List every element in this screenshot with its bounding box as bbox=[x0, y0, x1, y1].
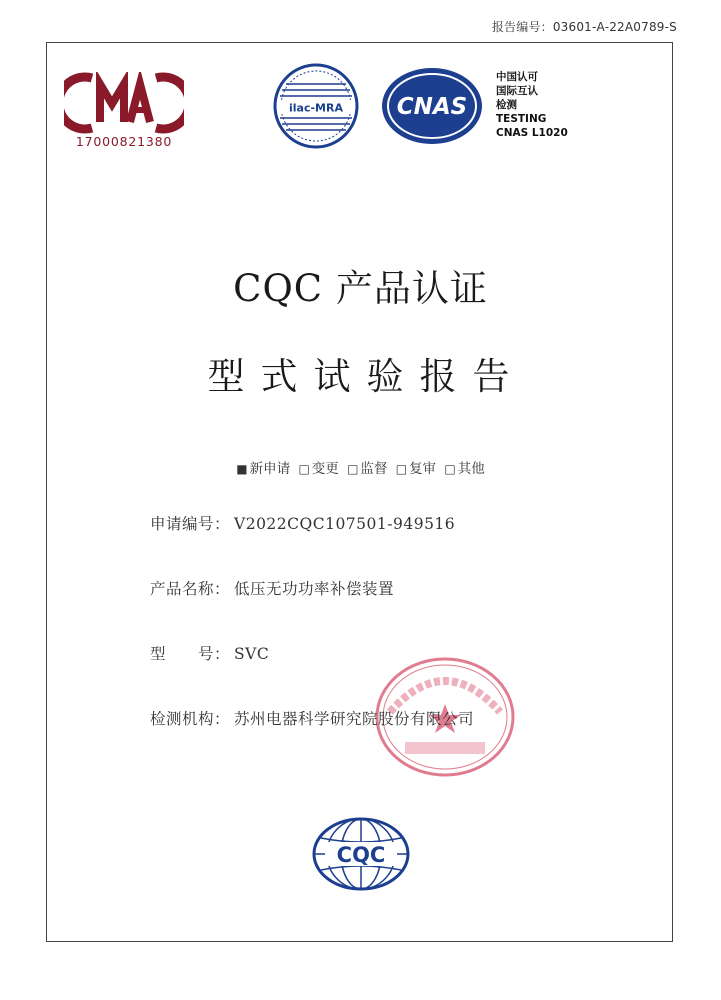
option-label: 其他 bbox=[457, 461, 485, 477]
cqc-label: CQC bbox=[336, 843, 386, 867]
report-title-line1: CQC 产品认证 bbox=[233, 267, 488, 310]
cnas-line: 中国认可 bbox=[496, 71, 538, 83]
option-change[interactable] bbox=[298, 461, 338, 477]
application-number-label: 申请编号： bbox=[150, 515, 231, 533]
cma-logo bbox=[64, 72, 184, 152]
option-other[interactable] bbox=[444, 461, 484, 477]
testing-organization-row bbox=[150, 707, 474, 729]
option-label: 变更 bbox=[311, 461, 339, 477]
cnas-line: 国际互认 bbox=[496, 85, 538, 97]
model-row bbox=[150, 642, 269, 664]
checkbox-checked-icon: ■ bbox=[236, 462, 248, 476]
cnas-caption bbox=[496, 70, 568, 140]
checkbox-icon: □ bbox=[395, 462, 408, 476]
application-number-value: V2022CQC107501-949516 bbox=[234, 515, 456, 533]
option-new-application[interactable] bbox=[236, 461, 290, 477]
product-name-label: 产品名称： bbox=[150, 580, 231, 598]
cnas-logo bbox=[380, 66, 484, 146]
ilac-globe-icon bbox=[272, 62, 360, 150]
application-type-options bbox=[0, 457, 721, 477]
cqc-logo bbox=[311, 816, 411, 892]
product-name-row bbox=[150, 577, 394, 599]
report-number: 报告编号：03601-A-22A0789-S bbox=[491, 20, 677, 34]
checkbox-icon: □ bbox=[444, 462, 456, 476]
cma-number: 17000821380 bbox=[75, 134, 173, 149]
application-number-row bbox=[150, 512, 455, 534]
cnas-line: CNAS L1020 bbox=[496, 127, 568, 139]
cnas-line: 检测 bbox=[496, 99, 517, 111]
option-label: 监督 bbox=[360, 461, 388, 477]
option-label: 复审 bbox=[409, 461, 437, 477]
model-label: 型 号： bbox=[150, 645, 231, 663]
model-value: SVC bbox=[234, 645, 270, 663]
option-label: 新申请 bbox=[249, 461, 291, 477]
cqc-globe-icon bbox=[311, 816, 411, 892]
cnas-label: CNAS bbox=[396, 94, 468, 120]
checkbox-icon: □ bbox=[347, 462, 359, 476]
cma-mark-icon bbox=[64, 72, 184, 134]
certificate-frame bbox=[46, 42, 673, 942]
report-title-line2: 型式试验报告 bbox=[207, 355, 526, 398]
option-review[interactable] bbox=[396, 461, 436, 477]
ilac-mra-logo bbox=[272, 62, 360, 150]
cnas-line: TESTING bbox=[496, 113, 547, 125]
product-name-value: 低压无功功率补偿装置 bbox=[234, 580, 395, 598]
cnas-emblem-icon bbox=[380, 66, 484, 146]
option-supervision[interactable] bbox=[347, 461, 387, 477]
testing-organization-label: 检测机构： bbox=[150, 710, 231, 728]
checkbox-icon: □ bbox=[298, 462, 310, 476]
testing-organization-value: 苏州电器科学研究院股份有限公司 bbox=[234, 710, 475, 728]
ilac-label: ilac-MRA bbox=[289, 101, 343, 115]
